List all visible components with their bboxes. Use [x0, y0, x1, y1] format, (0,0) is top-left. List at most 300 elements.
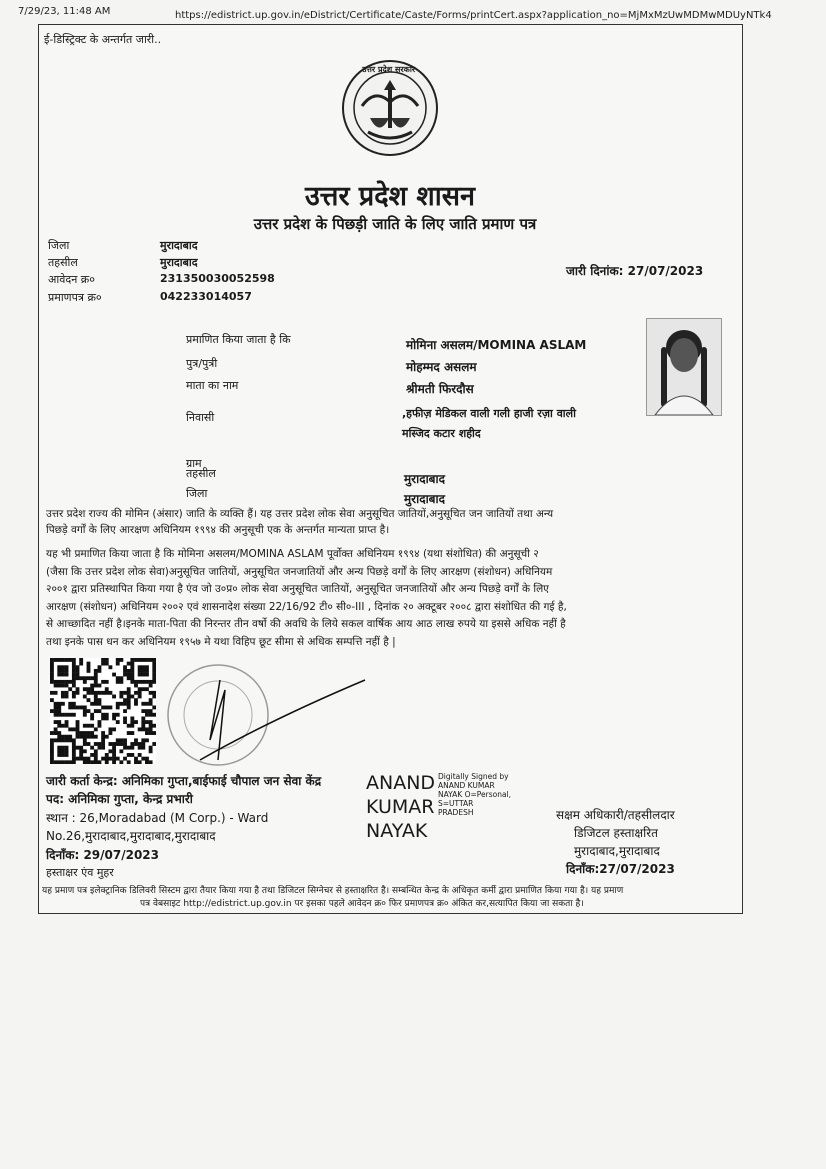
qr-module — [130, 695, 134, 699]
qr-module — [50, 662, 54, 666]
qr-module — [87, 760, 91, 764]
qr-module — [94, 709, 98, 713]
qr-module — [141, 738, 145, 742]
qr-module — [105, 687, 109, 691]
qr-module — [94, 695, 98, 699]
qr-module — [50, 757, 54, 761]
qr-module — [101, 716, 105, 720]
detail-value-address1: ,हफीज़ मेडिकल वाली गली हाजी रज़ा वाली — [402, 407, 576, 420]
qr-module — [141, 669, 145, 673]
qr-module — [138, 727, 142, 731]
qr-module — [152, 665, 156, 669]
para2-line: यह भी प्रमाणित किया जाता है कि मोमिना असलम/MOMINA ASLAM पूर्वोक्त अधिनियम १९९४ (यथा संशोधित) की अनुसूची २ — [46, 548, 539, 560]
qr-module — [54, 720, 58, 724]
qr-module — [54, 702, 58, 706]
qr-module — [72, 749, 76, 753]
qr-module — [72, 695, 76, 699]
qr-module — [127, 760, 131, 764]
para1-line: उत्तर प्रदेश राज्य की मोमिन (अंसार) जाति के व्यक्ति हैं। यह उत्तर प्रदेश लोक सेवा अनुसूचित जातियों,अनुसूचित जन जातियों तथा अन्य — [46, 508, 554, 520]
qr-module — [152, 695, 156, 699]
para2-line: २००१ द्वारा प्रतिस्थापित किया गया है एंव जो उ०प्र० लोक सेवा अनुसूचित जातियों, अनुसूचित जनजातियों और अन्य पिछड़े वर्गों के लिए — [46, 583, 549, 595]
qr-module — [83, 749, 87, 753]
qr-module — [152, 676, 156, 680]
qr-module — [141, 720, 145, 724]
qr-module — [90, 676, 94, 680]
qr-module — [79, 735, 83, 739]
applicant-photo — [646, 318, 722, 416]
certification-paragraph — [46, 546, 736, 651]
qr-module — [138, 687, 142, 691]
qr-module — [76, 746, 80, 750]
meta-label-application: आवेदन क्र० — [48, 273, 95, 286]
qr-module — [116, 676, 120, 680]
qr-module — [105, 680, 109, 684]
qr-module — [101, 691, 105, 695]
qr-module — [108, 742, 112, 746]
edistrict-note: ई-डिस्ट्रिक्ट के अन्तर्गत जारी.. — [44, 33, 162, 46]
qr-module — [65, 669, 69, 673]
qr-module — [50, 731, 54, 735]
qr-module — [57, 709, 61, 713]
para2-line: से आच्छादित नहीं है।इनके माता-पिता की निरन्तर तीन वर्षो की अवधि के लिये सकल वार्षिक आय आठ लाख रुपये या इससे अधिक नहीं है — [46, 618, 566, 630]
meta-value-district: मुरादाबाद — [160, 239, 198, 252]
qr-module — [90, 687, 94, 691]
qr-module — [141, 757, 145, 761]
qr-module — [61, 735, 65, 739]
qr-module — [119, 749, 123, 753]
qr-module — [90, 713, 94, 717]
qr-module — [116, 702, 120, 706]
qr-module — [145, 673, 149, 677]
qr-module — [65, 760, 69, 764]
signer-name-line: NAYAK — [366, 820, 428, 842]
qr-module — [134, 757, 138, 761]
qr-module — [130, 665, 134, 669]
qr-module — [68, 727, 72, 731]
qr-module — [65, 753, 69, 757]
qr-module — [68, 760, 72, 764]
qr-module — [105, 760, 109, 764]
qr-module — [65, 691, 69, 695]
qr-module — [87, 687, 91, 691]
meta-value-certificate: 042233014057 — [160, 290, 252, 303]
qr-module — [149, 760, 153, 764]
qr-module — [127, 746, 131, 750]
qr-module — [134, 698, 138, 702]
qr-module — [83, 731, 87, 735]
qr-module — [98, 760, 102, 764]
qr-module — [130, 753, 134, 757]
qr-module — [134, 658, 138, 662]
qr-module — [98, 720, 102, 724]
qr-module — [68, 735, 72, 739]
qr-module — [90, 731, 94, 735]
footer-line: पत्र वेबसाइट http://edistrict.up.gov.in पर इसका पहले आवेदन क्र० फिर प्रमाणपत्र क्र० अंकित कर,सत्यापित किया जा सकता है। — [140, 899, 584, 909]
qr-module — [123, 673, 127, 677]
qr-module — [127, 695, 131, 699]
detail-value-father: मोहम्मद असलम — [406, 360, 477, 374]
qr-module — [94, 749, 98, 753]
qr-module — [134, 691, 138, 695]
qr-module — [119, 760, 123, 764]
qr-module — [57, 706, 61, 710]
qr-module — [98, 702, 102, 706]
qr-module — [65, 735, 69, 739]
qr-module — [116, 713, 120, 717]
qr-module — [65, 738, 69, 742]
qr-module — [101, 713, 105, 717]
qr-module — [54, 731, 58, 735]
qr-module — [127, 673, 131, 677]
meta-label-district: जिला — [48, 239, 70, 252]
detail-label-tehsil: तहसील — [186, 467, 216, 480]
qr-module — [72, 676, 76, 680]
qr-module — [105, 757, 109, 761]
qr-module — [50, 680, 54, 684]
qr-module — [145, 727, 149, 731]
qr-module — [79, 746, 83, 750]
signature-meta-line: PRADESH — [438, 808, 474, 817]
qr-module — [94, 757, 98, 761]
qr-module — [65, 713, 69, 717]
qr-module — [76, 731, 80, 735]
qr-module — [50, 709, 54, 713]
qr-module — [50, 738, 54, 742]
qr-module — [54, 713, 58, 717]
qr-module — [105, 658, 109, 662]
qr-module — [65, 673, 69, 677]
meta-label-tehsil: तहसील — [48, 256, 78, 269]
qr-module — [76, 724, 80, 728]
qr-module — [123, 669, 127, 673]
qr-module — [57, 724, 61, 728]
qr-module — [116, 742, 120, 746]
qr-module — [108, 749, 112, 753]
qr-module — [50, 691, 54, 695]
qr-module — [72, 713, 76, 717]
qr-module — [72, 706, 76, 710]
qr-module — [127, 702, 131, 706]
qr-module — [90, 760, 94, 764]
qr-module — [61, 695, 65, 699]
qr-module — [98, 709, 102, 713]
qr-module — [76, 727, 80, 731]
qr-module — [72, 727, 76, 731]
signer-name-line: KUMAR — [366, 796, 435, 818]
qr-module — [65, 658, 69, 662]
qr-module — [127, 662, 131, 666]
qr-module — [76, 735, 80, 739]
qr-module — [116, 662, 120, 666]
detail-value-address2: मस्जिद कटार शहीद — [402, 427, 481, 440]
qr-module — [79, 706, 83, 710]
digital-signature-meta — [438, 772, 511, 817]
qr-module — [94, 727, 98, 731]
qr-module — [98, 724, 102, 728]
qr-module — [50, 746, 54, 750]
detail-value-name: मोमिना असलम/MOMINA ASLAM — [406, 338, 587, 352]
qr-module — [61, 658, 65, 662]
qr-module — [72, 760, 76, 764]
qr-module — [72, 691, 76, 695]
qr-module — [152, 706, 156, 710]
qr-module — [145, 757, 149, 761]
qr-module — [145, 738, 149, 742]
qr-module — [101, 658, 105, 662]
qr-module — [87, 735, 91, 739]
qr-module — [94, 698, 98, 702]
officer-designation: सक्षम अधिकारी/तहसीलदार — [556, 808, 675, 822]
qr-module — [50, 749, 54, 753]
qr-code — [50, 658, 156, 764]
qr-module — [57, 738, 61, 742]
qr-module — [90, 716, 94, 720]
qr-module — [65, 749, 69, 753]
qr-module — [112, 673, 116, 677]
qr-module — [65, 680, 69, 684]
qr-module — [145, 720, 149, 724]
qr-module — [152, 669, 156, 673]
issuer-place2: No.26,मुरादाबाद,मुरादाबाद,मुरादाबाद — [46, 829, 216, 843]
qr-module — [105, 753, 109, 757]
qr-module — [138, 691, 142, 695]
qr-module — [72, 702, 76, 706]
qr-module — [116, 757, 120, 761]
qr-module — [101, 757, 105, 761]
qr-module — [57, 720, 61, 724]
qr-module — [108, 727, 112, 731]
qr-module — [61, 673, 65, 677]
qr-module — [149, 658, 153, 662]
qr-module — [149, 749, 153, 753]
qr-module — [87, 731, 91, 735]
qr-module — [54, 709, 58, 713]
qr-module — [149, 720, 153, 724]
qr-module — [72, 738, 76, 742]
qr-module — [152, 724, 156, 728]
qr-module — [83, 735, 87, 739]
qr-module — [57, 702, 61, 706]
qr-module — [87, 691, 91, 695]
qr-module — [83, 738, 87, 742]
qr-module — [50, 676, 54, 680]
detail-value-mother: श्रीमती फिरदौस — [406, 382, 474, 396]
qr-module — [57, 746, 61, 750]
issue-date: जारी दिनांक: 27/07/2023 — [566, 264, 704, 278]
signer-name-line: ANAND — [366, 772, 436, 794]
qr-module — [138, 680, 142, 684]
qr-module — [65, 746, 69, 750]
qr-module — [141, 673, 145, 677]
signature-meta-line: NAYAK O=Personal, — [438, 790, 512, 799]
qr-module — [87, 665, 91, 669]
qr-module — [145, 709, 149, 713]
qr-module — [134, 760, 138, 764]
qr-module — [50, 742, 54, 746]
qr-module — [65, 720, 69, 724]
qr-module — [130, 680, 134, 684]
qr-module — [141, 746, 145, 750]
qr-module — [119, 742, 123, 746]
page-subtitle: उत्तर प्रदेश के पिछड़ी जाति के लिए जाति प्रमाण पत्र — [253, 215, 537, 233]
qr-module — [134, 742, 138, 746]
qr-module — [119, 702, 123, 706]
qr-module — [87, 698, 91, 702]
qr-module — [61, 680, 65, 684]
qr-module — [68, 687, 72, 691]
qr-module — [68, 702, 72, 706]
qr-module — [57, 673, 61, 677]
footer-note — [42, 885, 742, 911]
qr-module — [141, 665, 145, 669]
qr-module — [83, 713, 87, 717]
qr-module — [101, 731, 105, 735]
para2-line: तथा इनके पास धन कर अधिनियम १९५७ मे यथा विहिप छूट सीमा से अधिक सम्पत्ति नहीं है | — [46, 635, 396, 648]
digital-signer-name — [366, 771, 435, 843]
qr-module — [138, 658, 142, 662]
qr-module — [127, 753, 131, 757]
qr-module — [101, 738, 105, 742]
qr-module — [72, 684, 76, 688]
qr-module — [130, 669, 134, 673]
qr-module — [130, 742, 134, 746]
qr-module — [98, 691, 102, 695]
qr-module — [90, 702, 94, 706]
qr-module — [57, 735, 61, 739]
meta-label-certificate: प्रमाणपत्र क्र० — [48, 291, 102, 304]
qr-module — [119, 695, 123, 699]
qr-module — [50, 669, 54, 673]
qr-module — [152, 658, 156, 662]
qr-module — [149, 691, 153, 695]
qr-module — [65, 684, 69, 688]
qr-module — [145, 760, 149, 764]
qr-module — [83, 676, 87, 680]
qr-module — [130, 720, 134, 724]
qr-module — [145, 665, 149, 669]
person-photo-icon — [647, 319, 721, 415]
qr-module — [112, 753, 116, 757]
issuer-post: पद: अनिमिका गुप्ता, केन्द्र प्रभारी — [46, 792, 193, 806]
qr-module — [54, 706, 58, 710]
qr-module — [145, 669, 149, 673]
qr-module — [123, 757, 127, 761]
qr-module — [127, 706, 131, 710]
qr-module — [83, 760, 87, 764]
qr-module — [61, 684, 65, 688]
qr-module — [54, 760, 58, 764]
qr-module — [149, 713, 153, 717]
qr-module — [149, 702, 153, 706]
detail-label-resident: निवासी — [186, 411, 215, 424]
qr-module — [105, 735, 109, 739]
qr-module — [87, 724, 91, 728]
qr-module — [83, 695, 87, 699]
qr-module — [87, 709, 91, 713]
qr-module — [149, 698, 153, 702]
qr-module — [141, 742, 145, 746]
qr-module — [127, 676, 131, 680]
qr-module — [134, 738, 138, 742]
qr-module — [134, 684, 138, 688]
qr-code-icon — [50, 658, 156, 764]
qr-module — [112, 760, 116, 764]
qr-module — [127, 731, 131, 735]
qr-module — [61, 749, 65, 753]
qr-module — [98, 742, 102, 746]
qr-module — [108, 665, 112, 669]
qr-module — [68, 738, 72, 742]
qr-module — [119, 691, 123, 695]
qr-module — [138, 742, 142, 746]
qr-module — [94, 676, 98, 680]
qr-module — [50, 673, 54, 677]
qr-module — [57, 665, 61, 669]
qr-module — [50, 658, 54, 662]
qr-module — [65, 724, 69, 728]
qr-module — [72, 658, 76, 662]
signature-icon — [180, 670, 370, 770]
qr-module — [123, 702, 127, 706]
qr-module — [54, 738, 58, 742]
detail-label-district: जिला — [186, 487, 208, 500]
qr-module — [152, 742, 156, 746]
qr-module — [87, 676, 91, 680]
qr-module — [101, 680, 105, 684]
qr-module — [152, 691, 156, 695]
qr-module — [94, 669, 98, 673]
detail-value-district: मुरादाबाद — [404, 492, 446, 506]
qr-module — [130, 724, 134, 728]
issuer-place1: स्थान : 26,Moradabad (M Corp.) - Ward — [46, 811, 269, 825]
qr-module — [61, 713, 65, 717]
qr-module — [119, 676, 123, 680]
qr-module — [141, 716, 145, 720]
qr-module — [61, 702, 65, 706]
qr-module — [141, 680, 145, 684]
qr-module — [108, 691, 112, 695]
handwritten-signature — [180, 670, 370, 770]
qr-module — [90, 724, 94, 728]
qr-module — [141, 727, 145, 731]
qr-module — [145, 702, 149, 706]
qr-module — [123, 709, 127, 713]
qr-module — [50, 753, 54, 757]
qr-module — [65, 695, 69, 699]
qr-module — [54, 680, 58, 684]
qr-module — [130, 658, 134, 662]
qr-module — [72, 669, 76, 673]
qr-module — [57, 760, 61, 764]
qr-module — [123, 698, 127, 702]
detail-label-mother: माता का नाम — [186, 379, 239, 392]
print-url: https://edistrict.up.gov.in/eDistrict/Certificate/Caste/Forms/printCert.aspx?application_no=MjMxMzUwMDMwMDUyNTk4 — [175, 10, 772, 21]
qr-module — [68, 706, 72, 710]
qr-module — [149, 684, 153, 688]
qr-module — [141, 702, 145, 706]
meta-value-tehsil: मुरादाबाद — [160, 256, 198, 269]
qr-module — [149, 680, 153, 684]
qr-module — [79, 757, 83, 761]
qr-module — [83, 706, 87, 710]
qr-module — [94, 684, 98, 688]
qr-module — [141, 658, 145, 662]
qr-module — [127, 724, 131, 728]
qr-module — [57, 713, 61, 717]
qr-module — [141, 709, 145, 713]
qr-module — [83, 709, 87, 713]
qr-module — [72, 742, 76, 746]
